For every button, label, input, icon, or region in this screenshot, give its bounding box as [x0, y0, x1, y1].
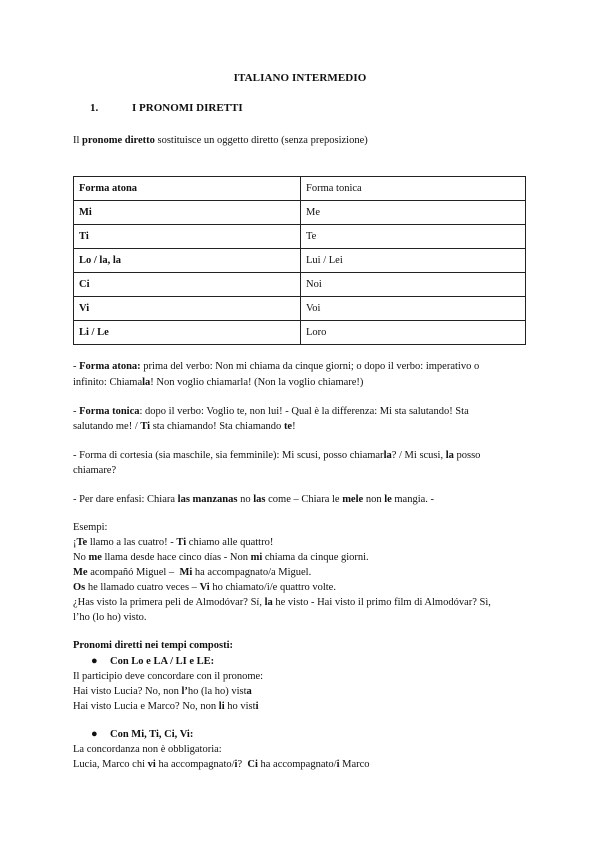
table-cell-tonica: Lui / Lei	[301, 249, 526, 273]
composti-line	[73, 685, 252, 699]
text-run: chiama da cinque giorni.	[262, 552, 369, 563]
text-run: posso	[453, 450, 481, 461]
bullet-dot-icon: ●	[91, 655, 98, 667]
text-run: non	[363, 494, 385, 505]
composti-line	[73, 700, 258, 714]
esempi-label: Esempi:	[73, 522, 108, 533]
text-run: ho chiamato/i/e quattro volte.	[209, 582, 336, 593]
table-row	[74, 201, 526, 225]
text-run: Lucia, Marco chi	[73, 759, 148, 770]
bold-run: la	[142, 377, 151, 388]
text-run: mangia. -	[391, 494, 435, 505]
paragraph-cortesia-line: chiamare?	[73, 465, 117, 476]
table-cell-tonica: Me	[301, 201, 526, 225]
bold-run: vi	[147, 759, 156, 770]
bullet-dot-icon: ●	[91, 728, 98, 740]
table-cell-tonica: Noi	[301, 273, 526, 297]
text-run: infinito: Chiama	[73, 377, 143, 388]
composti-line: La concordanza non è obbligatoria:	[73, 744, 222, 755]
intro-paragraph	[73, 134, 368, 148]
text-run: come – Chiara le	[265, 494, 343, 505]
paragraph-forma-atona-line	[73, 360, 479, 374]
bold-run: la	[383, 450, 392, 461]
table-cell-atona: Ti	[74, 225, 301, 249]
text-run: acompañó Miguel –	[87, 567, 180, 578]
bold-run: Forma atona:	[79, 361, 141, 372]
bullet-text: Con Lo e LA / LI e LE:	[110, 656, 215, 667]
bold-run: Ti	[140, 421, 151, 432]
paragraph-forma-tonica-line	[73, 405, 469, 419]
text-run: prima del verbo: Non mi chiama da cinque giorni; o dopo il verbo: imperativo o	[140, 361, 480, 372]
text-run: he llamado cuatro veces –	[85, 582, 200, 593]
table-cell-atona: Lo / la, la	[74, 249, 301, 273]
table-cell-atona: Vi	[74, 297, 301, 321]
section-heading	[90, 102, 243, 114]
text-run: sostituisce un oggetto diretto (senza preposizione)	[154, 135, 368, 146]
bold-run: me	[88, 552, 102, 563]
esempi-line	[73, 566, 311, 580]
text-run: no	[237, 494, 254, 505]
composti-heading: Pronomi diretti nei tempi composti:	[73, 640, 234, 651]
bullet-text: Con Mi, Ti, Ci, Vi:	[110, 729, 194, 740]
bold-run: pronome diretto	[82, 135, 155, 146]
text-run: - Per dare enfasi: Chiara	[73, 494, 178, 505]
text-run: ¡	[73, 537, 77, 548]
table-cell-tonica: Voi	[301, 297, 526, 321]
bold-run: las	[253, 494, 266, 505]
bold-run: Me	[73, 567, 88, 578]
paragraph-cortesia-line	[73, 449, 480, 463]
bold-run: Ci	[247, 759, 258, 770]
document-title: ITALIANO INTERMEDIO	[233, 72, 367, 84]
text-run: : dopo il verbo: Voglio te, non lui! - Qual è la differenza: Mi sta salutando! Sta	[139, 406, 469, 417]
bold-run: te	[283, 421, 293, 432]
section-number: 1.	[90, 102, 99, 114]
bold-run: Mi	[179, 567, 193, 578]
bullet-mi-ti-ci-vi	[91, 728, 193, 740]
text-run: salutando me! /	[73, 421, 141, 432]
table-cell-atona: Li / Le	[74, 321, 301, 345]
text-run: ha accompagnato/	[257, 759, 337, 770]
composti-line	[73, 758, 370, 772]
text-run: sta chiamando! Sta chiamando	[150, 421, 284, 432]
table-cell-tonica: Loro	[301, 321, 526, 345]
paragraph-forma-atona-line	[73, 376, 363, 390]
bold-run: la	[264, 597, 273, 608]
bold-run: la	[445, 450, 454, 461]
bold-run: Vi	[199, 582, 210, 593]
paragraph-forma-tonica-line	[73, 420, 296, 434]
text-run: ? / Mi scusi,	[391, 450, 446, 461]
bold-run: las manzanas	[177, 494, 238, 505]
bold-run: a	[246, 686, 252, 697]
paragraph-enfasi-line	[73, 493, 434, 507]
table-row	[74, 177, 526, 201]
bold-run: mi	[250, 552, 263, 563]
text-run: Hai visto Lucia? No, non	[73, 686, 182, 697]
text-run: ¿Has visto la primera peli de Almodóvar? Sí,	[73, 597, 265, 608]
table-cell-atona: Mi	[74, 201, 301, 225]
text-run: -	[73, 406, 80, 417]
bold-run: Forma tonica	[79, 406, 140, 417]
text-run: ! Non voglio chiamarla! (Non la voglio chiamare!)	[150, 377, 364, 388]
text-run: Marco	[339, 759, 370, 770]
table-row	[74, 273, 526, 297]
text-run: he visto - Hai visto il primo film di Almodóvar? Sì,	[272, 597, 491, 608]
text-run: ha accompagnato/	[155, 759, 235, 770]
esempi-line	[73, 581, 336, 595]
text-run: ha accompagnato/a Miguel.	[192, 567, 312, 578]
bullet-lo-la	[91, 655, 214, 667]
text-run: ho vist	[224, 701, 256, 712]
bold-run: i	[234, 759, 238, 770]
text-run: llama desde hace cinco días - Non	[101, 552, 251, 563]
section-title: I PRONOMI DIRETTI	[132, 102, 243, 114]
text-run: No	[73, 552, 89, 563]
text-run: ho (la ho) vist	[187, 686, 247, 697]
text-run: !	[292, 421, 296, 432]
text-run: -	[73, 361, 80, 372]
bold-run: li	[218, 701, 225, 712]
pronoun-table	[73, 176, 526, 345]
composti-line: Il participio deve concordare con il pronome:	[73, 671, 264, 682]
text-run: chiamo alle quattro!	[186, 537, 274, 548]
esempi-line	[73, 536, 273, 550]
text-run: Il	[73, 135, 83, 146]
table-row	[74, 249, 526, 273]
bold-run: mele	[342, 494, 364, 505]
text-run: Hai visto Lucia e Marco? No, non	[73, 701, 219, 712]
bold-run: Ti	[176, 537, 187, 548]
table-cell-atona: Forma atona	[74, 177, 301, 201]
table-row	[74, 297, 526, 321]
esempi-line	[73, 596, 491, 610]
table-cell-tonica: Forma tonica	[301, 177, 526, 201]
bold-run: le	[384, 494, 392, 505]
esempi-line: l’ho (lo ho) visto.	[73, 612, 147, 623]
text-run: llamo a las cuatro! -	[87, 537, 177, 548]
table-row	[74, 321, 526, 345]
bold-run: Te	[76, 537, 88, 548]
table-row	[74, 225, 526, 249]
bold-run: l’	[181, 686, 188, 697]
bold-run: i	[255, 701, 259, 712]
table-cell-atona: Ci	[74, 273, 301, 297]
esempi-line	[73, 551, 369, 565]
text-run: - Forma di cortesia (sia maschile, sia femminile): Mi scusi, posso chiamar	[73, 450, 384, 461]
bold-run: Os	[73, 582, 86, 593]
bold-run: i	[336, 759, 340, 770]
text-run: ?	[237, 759, 248, 770]
table-cell-tonica: Te	[301, 225, 526, 249]
